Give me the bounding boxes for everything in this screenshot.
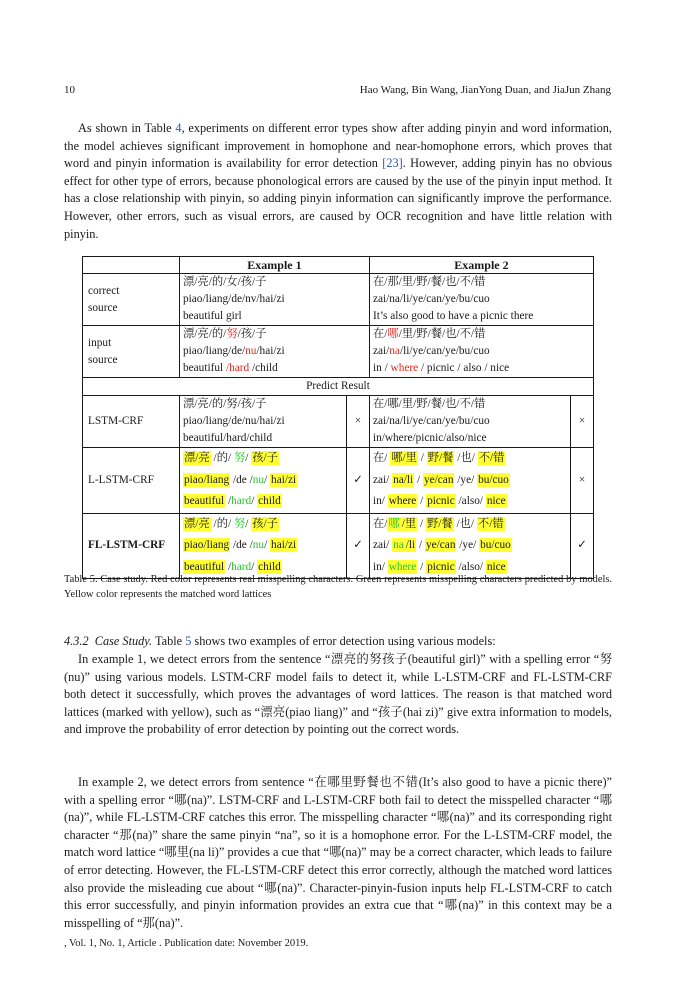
text: zai/ [372, 539, 393, 551]
text: zai/ [372, 473, 393, 486]
pinyin-line [183, 535, 343, 557]
text: / [417, 495, 427, 507]
label-input-source [83, 326, 180, 378]
text: /child [249, 362, 278, 374]
lattice-highlight: /里 [401, 517, 417, 530]
text: / [417, 452, 427, 464]
english-line: beautiful girl [183, 310, 242, 322]
predicted-error: 努 [233, 517, 246, 530]
lattice-highlight: bu/cuo [480, 539, 511, 551]
table-header-row [83, 257, 594, 274]
misspelled-pinyin: na [389, 345, 400, 357]
lattice-highlight: 孩/子 [252, 517, 278, 530]
text: in/ [372, 560, 388, 573]
label-correct-source [83, 274, 180, 326]
table-ref-link[interactable]: 5 [185, 634, 192, 648]
text: /also/ [455, 495, 486, 507]
cell-fllstm-ex1 [180, 513, 347, 579]
section-number: 4.3.2 [64, 634, 89, 648]
text: 漂/亮/的/ [183, 328, 227, 340]
result-mark-lstm-ex2: × [571, 396, 594, 448]
lattice-highlight: beautiful [184, 495, 225, 507]
example-2-paragraph: In example 2, we detect errors from sentence “在哪里野餐也不错(It’s also good to have a picnic there)” with a spelling error “哪(na)”. LSTM-CRF and L-LSTM-CRF both fail to detect the misspelled character “哪(na)”, while FL-LSTM-CRF catches this error. The misspelling character “哪(na)” and its corresponding right character “那(na)” share the same pinyin “na”, so it is a homophone error. For the L-LSTM-CRF model, the match word lattice “哪里(na li)” provides a cue that “哪(na)” may be a correct character, which leads to failure of error detecting. However, the FL-LSTM-CRF detect this error correctly, although the matched word lattices also provide the misleading cue about “哪(na)”. Character-pinyin-fusion inputs help FL-LSTM-CRF to catch this error successfully, and pinyin information provides an extra cue that “哪(na)” in this context may be a misspelling of “那(na)”. [64, 775, 612, 930]
label-line: input [88, 336, 112, 349]
cell-correct-ex1 [180, 274, 370, 326]
text: / [264, 473, 271, 486]
english-line [373, 360, 590, 377]
english-line [373, 491, 567, 513]
lattice-highlight: hai/zi [271, 473, 297, 486]
chars-line: 漂/亮/的/女/孩/子 [183, 276, 267, 288]
section-heading [64, 633, 612, 651]
table-caption: Table 5. Case study. Red color represents real misspelling characters. Green represents misspelling characters predicted by models. Yellow color represents the matched word lattices [64, 574, 612, 600]
lattice-highlight: /li [405, 539, 416, 551]
pinyin-line: piao/liang/de/nv/hai/zi [183, 293, 285, 305]
intro-text-3: . However, adding pinyin has no obvious effect for other type of errors, because phonological errors are caused by the use of the pinyin input method. It has a close relationship with pinyin, so adding pinyin information can significantly improve the performance. However, other errors, such as visual errors, are caused by OCR recognition and have little relation with pinyin. [64, 156, 612, 241]
cell-lstm-ex1 [180, 396, 347, 448]
label-fl-lstm-crf: FL-LSTM-CRF [83, 513, 180, 579]
label-l-lstm-crf: L-LSTM-CRF [83, 448, 180, 514]
intro-text-1: As shown in Table [78, 121, 176, 135]
text: / [417, 517, 426, 530]
text: zai/ [372, 345, 390, 357]
header-example-2: Example 2 [369, 257, 593, 274]
result-mark-llstm-ex2: × [571, 448, 594, 514]
text: / [417, 560, 427, 573]
header-example-1: Example 1 [180, 257, 370, 274]
lattice-highlight: 野/餐 [426, 517, 453, 530]
case-study-table [82, 256, 594, 579]
text: /ye/ [456, 539, 480, 551]
lattice-highlight: ye/can [423, 473, 454, 486]
pinyin-line [183, 470, 343, 492]
predicted-error: hard [231, 495, 252, 507]
text: /的/ [210, 517, 234, 530]
text: in/ [372, 495, 388, 507]
text: /里/野/餐/也/不/错 [398, 328, 486, 340]
lattice-highlight: where [388, 495, 417, 507]
english-line [183, 360, 366, 377]
predicted-error-highlight: where [388, 560, 417, 573]
cell-correct-ex2 [369, 274, 593, 326]
pinyin-line [373, 343, 590, 360]
text: / picnic / also / nice [418, 362, 510, 374]
text: /也/ [454, 452, 478, 464]
predicted-error-highlight: na [393, 539, 404, 551]
lattice-highlight: 孩/子 [252, 452, 278, 464]
intro-text-2: , experiments on different error types show after adding pinyin and word information, the model achieves significant improvement in homophone and near-homophone errors, which proves that word and pinyin information is availability for error detection [64, 121, 612, 171]
row-fl-lstm-crf [83, 513, 594, 579]
text: / [264, 539, 271, 551]
pinyin-line: piao/liang/de/nu/hai/zi [183, 415, 285, 427]
cell-lstm-ex2 [369, 396, 570, 448]
text: / [251, 560, 258, 573]
section-title: Case Study. [94, 634, 153, 648]
chars-line [373, 514, 567, 536]
empty-header-cell [83, 257, 180, 274]
lattice-highlight: beautiful [184, 560, 225, 573]
text: / [245, 452, 252, 464]
english-line: in/where/picnic/also/nice [372, 432, 487, 444]
text: in / [372, 362, 391, 374]
cell-input-ex1 [180, 326, 370, 378]
row-predict-result [83, 378, 594, 396]
cell-llstm-ex1 [180, 448, 347, 514]
result-mark-llstm-ex1: ✓ [346, 448, 369, 514]
lattice-highlight: ye/can [425, 539, 456, 551]
lattice-highlight: 不/错 [477, 517, 504, 530]
text: 在/ [372, 452, 391, 464]
intro-paragraph [64, 120, 612, 243]
misspelled-char: 努 [226, 328, 238, 340]
misspelled-char: 哪 [387, 328, 399, 340]
lattice-highlight: picnic [427, 560, 455, 573]
pinyin-line: zai/na/li/ye/can/ye/bu/cuo [372, 415, 490, 427]
lattice-highlight: nice [486, 560, 506, 573]
text: / [225, 495, 232, 507]
text: / [245, 517, 252, 530]
predicted-error-highlight: 哪 [388, 517, 400, 530]
lattice-highlight: bu/cuo [478, 473, 509, 486]
text: beautiful [183, 362, 226, 374]
text: piao/liang/de/ [183, 345, 246, 357]
lattice-highlight: 漂/亮 [184, 452, 210, 464]
lattice-highlight: picnic [427, 495, 455, 507]
predict-result-heading: Predict Result [83, 378, 594, 396]
predicted-error: hard [231, 560, 252, 573]
label-line: source [88, 301, 118, 314]
section-intro-text: Table [152, 634, 186, 648]
lattice-highlight: 野/餐 [427, 452, 454, 464]
predicted-error: nu [252, 539, 265, 551]
example-1-paragraph: In example 1, we detect errors from the sentence “漂亮的努孩子(beautiful girl)” with a spelling error “努(nu)” using various models. LSTM-CRF model fails to detect it, while L-LSTM-CRF and FL-LSTM-CRF both detect it successfully, which proves the advantages of word lattices. The reason is that matched word lattices (marked with yellow), such as “漂亮(piao liang)” and “孩子(hai zi)” give extra information to models, and improve the probability of error detection by pointing out the correct words. [64, 652, 612, 737]
chars-line: 在/那/里/野/餐/也/不/错 [372, 276, 486, 288]
text: /孩/子 [237, 328, 267, 340]
lattice-highlight: 哪/里 [391, 452, 417, 464]
chars-line [373, 448, 567, 470]
lattice-highlight: 不/错 [478, 452, 505, 464]
misspelled-word: where [390, 362, 419, 374]
lattice-highlight: piao/liang [184, 539, 230, 551]
text: /li/ye/can/ye/bu/cuo [399, 345, 490, 357]
row-lstm-crf [83, 396, 594, 448]
row-input-source [83, 326, 594, 378]
predicted-error: 努 [233, 452, 246, 464]
section-intro-text: shows two examples of error detection using various models: [191, 634, 496, 648]
chars-line [183, 514, 343, 536]
cell-llstm-ex2 [369, 448, 570, 514]
text: / [251, 495, 258, 507]
row-correct-source [83, 274, 594, 326]
page-number: 10 [64, 84, 75, 96]
chars-line [373, 326, 590, 343]
label-lstm-crf: LSTM-CRF [83, 396, 180, 448]
label-line: correct [88, 284, 120, 297]
lattice-highlight: hai/zi [271, 539, 297, 551]
misspelled-word: /hard [225, 362, 250, 374]
row-l-lstm-crf [83, 448, 594, 514]
english-line: beautiful/hard/child [183, 432, 273, 444]
chars-line [183, 326, 366, 343]
text: /de / [230, 473, 253, 486]
english-line [183, 491, 343, 513]
text: /也/ [453, 517, 477, 530]
table-ref-link[interactable]: 4 [175, 121, 182, 135]
pinyin-line [183, 343, 366, 360]
page-footer: , Vol. 1, No. 1, Article . Publication date: November 2019. [64, 938, 309, 949]
pinyin-line: zai/na/li/ye/can/ye/bu/cuo [372, 293, 490, 305]
text: /的/ [210, 452, 234, 464]
lattice-highlight: nice [486, 495, 506, 507]
predicted-error: nu [252, 473, 265, 486]
cell-fllstm-ex2 [369, 513, 570, 579]
chars-line: 漂/亮/的/努/孩/子 [183, 398, 267, 410]
lattice-highlight: na/li [393, 473, 414, 486]
chars-line: 在/哪/里/野/餐/也/不/错 [372, 398, 486, 410]
citation-link[interactable]: [23] [382, 156, 403, 171]
lattice-highlight: 漂/亮 [184, 517, 210, 530]
english-line: It’s also good to have a picnic there [372, 310, 534, 322]
chars-line [183, 448, 343, 470]
text: / [225, 560, 232, 573]
lattice-highlight: piao/liang [184, 473, 230, 486]
text: 在/ [372, 517, 388, 530]
text: / [416, 539, 425, 551]
text: /ye/ [454, 473, 478, 486]
lattice-highlight: child [258, 495, 281, 507]
misspelled-pinyin: nu [245, 345, 257, 357]
text: /hai/zi [256, 345, 285, 357]
pinyin-line [373, 470, 567, 492]
pinyin-line [373, 535, 567, 557]
cell-input-ex2 [369, 326, 593, 378]
result-mark-fllstm-ex1: ✓ [346, 513, 369, 579]
label-line: source [88, 353, 118, 366]
result-mark-fllstm-ex2: ✓ [571, 513, 594, 579]
result-mark-lstm-ex1: × [346, 396, 369, 448]
text: /de / [230, 539, 253, 551]
text: 在/ [372, 328, 388, 340]
lattice-highlight: child [258, 560, 281, 573]
running-header: Hao Wang, Bin Wang, JianYong Duan, and JiaJun Zhang [359, 84, 611, 96]
text: /also/ [455, 560, 486, 573]
text: / [414, 473, 423, 486]
